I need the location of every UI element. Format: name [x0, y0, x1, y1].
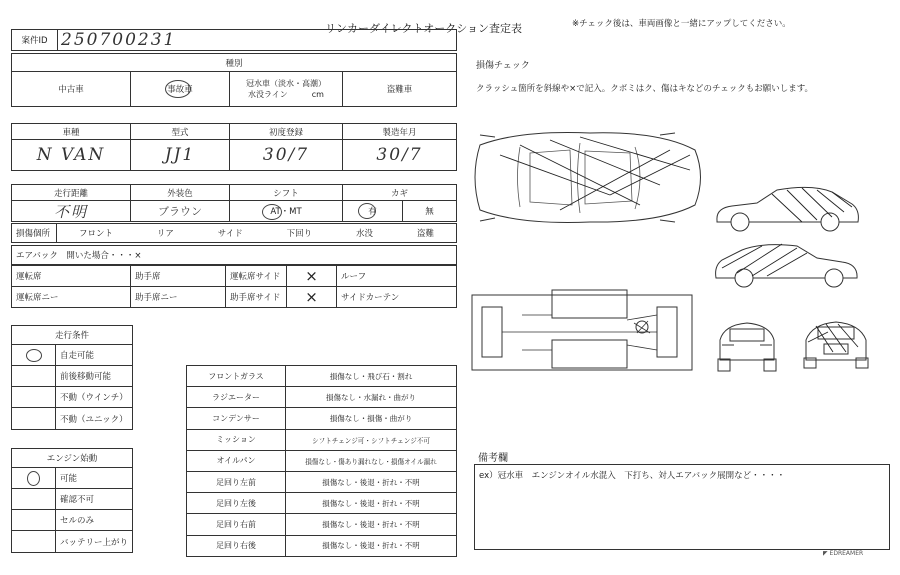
drive-item-0: 自走可能 — [55, 344, 133, 366]
sheet-title: リンカーダイレクトオークション査定表 — [325, 22, 523, 35]
header-registration: 初度登録 — [229, 123, 343, 140]
case-id-value: 250700231 — [57, 29, 457, 51]
drive-mark-0 — [11, 344, 56, 366]
airbag-driver-side-mark: × — [286, 265, 337, 287]
damage-side: サイド — [217, 229, 243, 239]
header-shift: シフト — [229, 184, 343, 201]
airbag-passenger-knee: 助手席ニー — [130, 286, 226, 308]
drive-title: 走行条件 — [11, 325, 133, 345]
damage-location-label: 損傷個所 — [11, 223, 57, 243]
part-name: 足回り左前 — [186, 471, 286, 493]
engine-mark-1 — [11, 488, 56, 510]
shift-circle-mark — [262, 204, 282, 220]
engine-item-2: セルのみ — [55, 509, 133, 531]
header-mileage: 走行距離 — [11, 184, 131, 201]
case-id-label: 案件ID — [11, 29, 58, 51]
header-manufacture: 製造年月 — [342, 123, 457, 140]
remarks-title: 備考欄 — [478, 453, 508, 464]
part-status: 損傷なし・水漏れ・曲がり — [285, 386, 457, 408]
category-theft: 盗難車 — [342, 71, 457, 107]
key-circle-mark — [358, 203, 376, 219]
part-name: ラジエーター — [186, 386, 286, 408]
airbag-driver: 運転席 — [11, 265, 131, 287]
damage-theft: 盗難 — [416, 229, 434, 239]
part-status: 損傷なし・後退・折れ・不明 — [285, 492, 457, 514]
engine-mark-2 — [11, 509, 56, 531]
engine-circle-mark — [27, 471, 40, 486]
airbag-roof: ルーフ — [336, 265, 457, 287]
drive-item-3: 不動（ユニック） — [55, 407, 133, 430]
header-key: カギ — [342, 184, 457, 201]
key-no: 無 — [402, 200, 457, 222]
car-underside-diagram — [462, 285, 702, 380]
engine-title: エンジン始動 — [11, 448, 133, 468]
drive-circle-mark — [26, 349, 42, 362]
header-model: 車種 — [11, 123, 131, 140]
damage-under: 下回り — [286, 229, 313, 239]
value-manufacture: 30/7 — [342, 139, 457, 171]
car-top-view-diagram — [460, 125, 710, 230]
damage-front: フロント — [78, 229, 113, 239]
airbag-side-curtain: サイドカーテン — [336, 286, 457, 308]
airbag-passenger: 助手席 — [130, 265, 226, 287]
flood-line1: 冠水車（淡水・高潮） — [246, 79, 326, 88]
remarks-box — [474, 464, 890, 550]
damage-check-title: 損傷チェック — [476, 61, 530, 71]
part-name: ミッション — [186, 429, 286, 451]
category-used: 中古車 — [11, 71, 131, 107]
airbag-passenger-side: 助手席サイド — [225, 286, 287, 308]
drive-item-2: 不動（ウインチ） — [55, 386, 133, 408]
part-status: 損傷なし・損傷・曲がり — [285, 407, 457, 429]
remarks-example: ex）冠水車 エンジンオイル水混入 下打ち、対人エアバック展開など・・・・ — [479, 471, 786, 481]
value-model: N VAN — [11, 139, 131, 171]
damage-rear: リア — [156, 229, 174, 239]
car-right-side-diagram — [712, 238, 862, 293]
flood-line2: 水没ライン cm — [248, 90, 324, 99]
upload-note: ※チェック後は、車両画像と一緒にアップしてください。 — [572, 19, 791, 29]
part-name: オイルパン — [186, 450, 286, 472]
header-color: 外装色 — [130, 184, 230, 201]
car-rear-view-diagram — [712, 315, 782, 375]
damage-flood: 水没 — [356, 229, 374, 239]
category-accident: 事故車 — [130, 71, 230, 107]
engine-item-3: バッテリー上がり — [55, 530, 133, 553]
brand-icon: ◤ — [823, 550, 828, 557]
value-color: ブラウン — [130, 200, 230, 222]
part-status: 損傷なし・後退・折れ・不明 — [285, 471, 457, 493]
damage-location-items — [56, 223, 457, 243]
value-registration: 30/7 — [229, 139, 343, 171]
damage-check-instruction: クラッシュ箇所を斜線や×で記入。クボミはク、傷はキなどのチェックもお願いします。 — [476, 84, 814, 94]
part-name: コンデンサー — [186, 407, 286, 429]
category-heading: 種別 — [11, 53, 457, 72]
engine-mark-3 — [11, 530, 56, 553]
engine-mark-0 — [11, 467, 56, 489]
brand-logo: ◤ EDREAMER — [823, 550, 864, 557]
airbag-passenger-side-mark: × — [286, 286, 337, 308]
part-status: シフトチェンジ可・シフトチェンジ不可 — [285, 429, 457, 451]
key-yes: 有 — [342, 200, 403, 222]
airbag-driver-knee: 運転席ニー — [11, 286, 131, 308]
drive-mark-2 — [11, 386, 56, 408]
engine-item-0: 可能 — [55, 467, 133, 489]
value-type: JJ1 — [130, 139, 230, 171]
header-type: 型式 — [130, 123, 230, 140]
drive-mark-1 — [11, 365, 56, 387]
part-status: 損傷なし・後退・折れ・不明 — [285, 513, 457, 535]
drive-item-1: 前後移動可能 — [55, 365, 133, 387]
airbag-header: エアバック 開いた場合・・・× — [11, 245, 457, 265]
category-flood — [229, 71, 343, 107]
part-name: 足回り右後 — [186, 535, 286, 557]
part-status: 損傷なし・傷あり漏れなし・損傷オイル漏れ — [285, 450, 457, 472]
part-name: 足回り左後 — [186, 492, 286, 514]
accident-circle-mark — [165, 80, 191, 98]
part-status: 損傷なし・飛び石・割れ — [285, 365, 457, 387]
value-mileage: 不明 — [11, 200, 131, 222]
drive-mark-3 — [11, 407, 56, 430]
value-shift: AT・MT — [229, 200, 343, 222]
part-name: フロントガラス — [186, 365, 286, 387]
part-status: 損傷なし・後退・折れ・不明 — [285, 535, 457, 557]
airbag-driver-side: 運転席サイド — [225, 265, 287, 287]
car-left-side-diagram — [712, 182, 862, 237]
engine-item-1: 確認不可 — [55, 488, 133, 510]
car-front-view-diagram — [798, 312, 873, 372]
part-name: 足回り右前 — [186, 513, 286, 535]
